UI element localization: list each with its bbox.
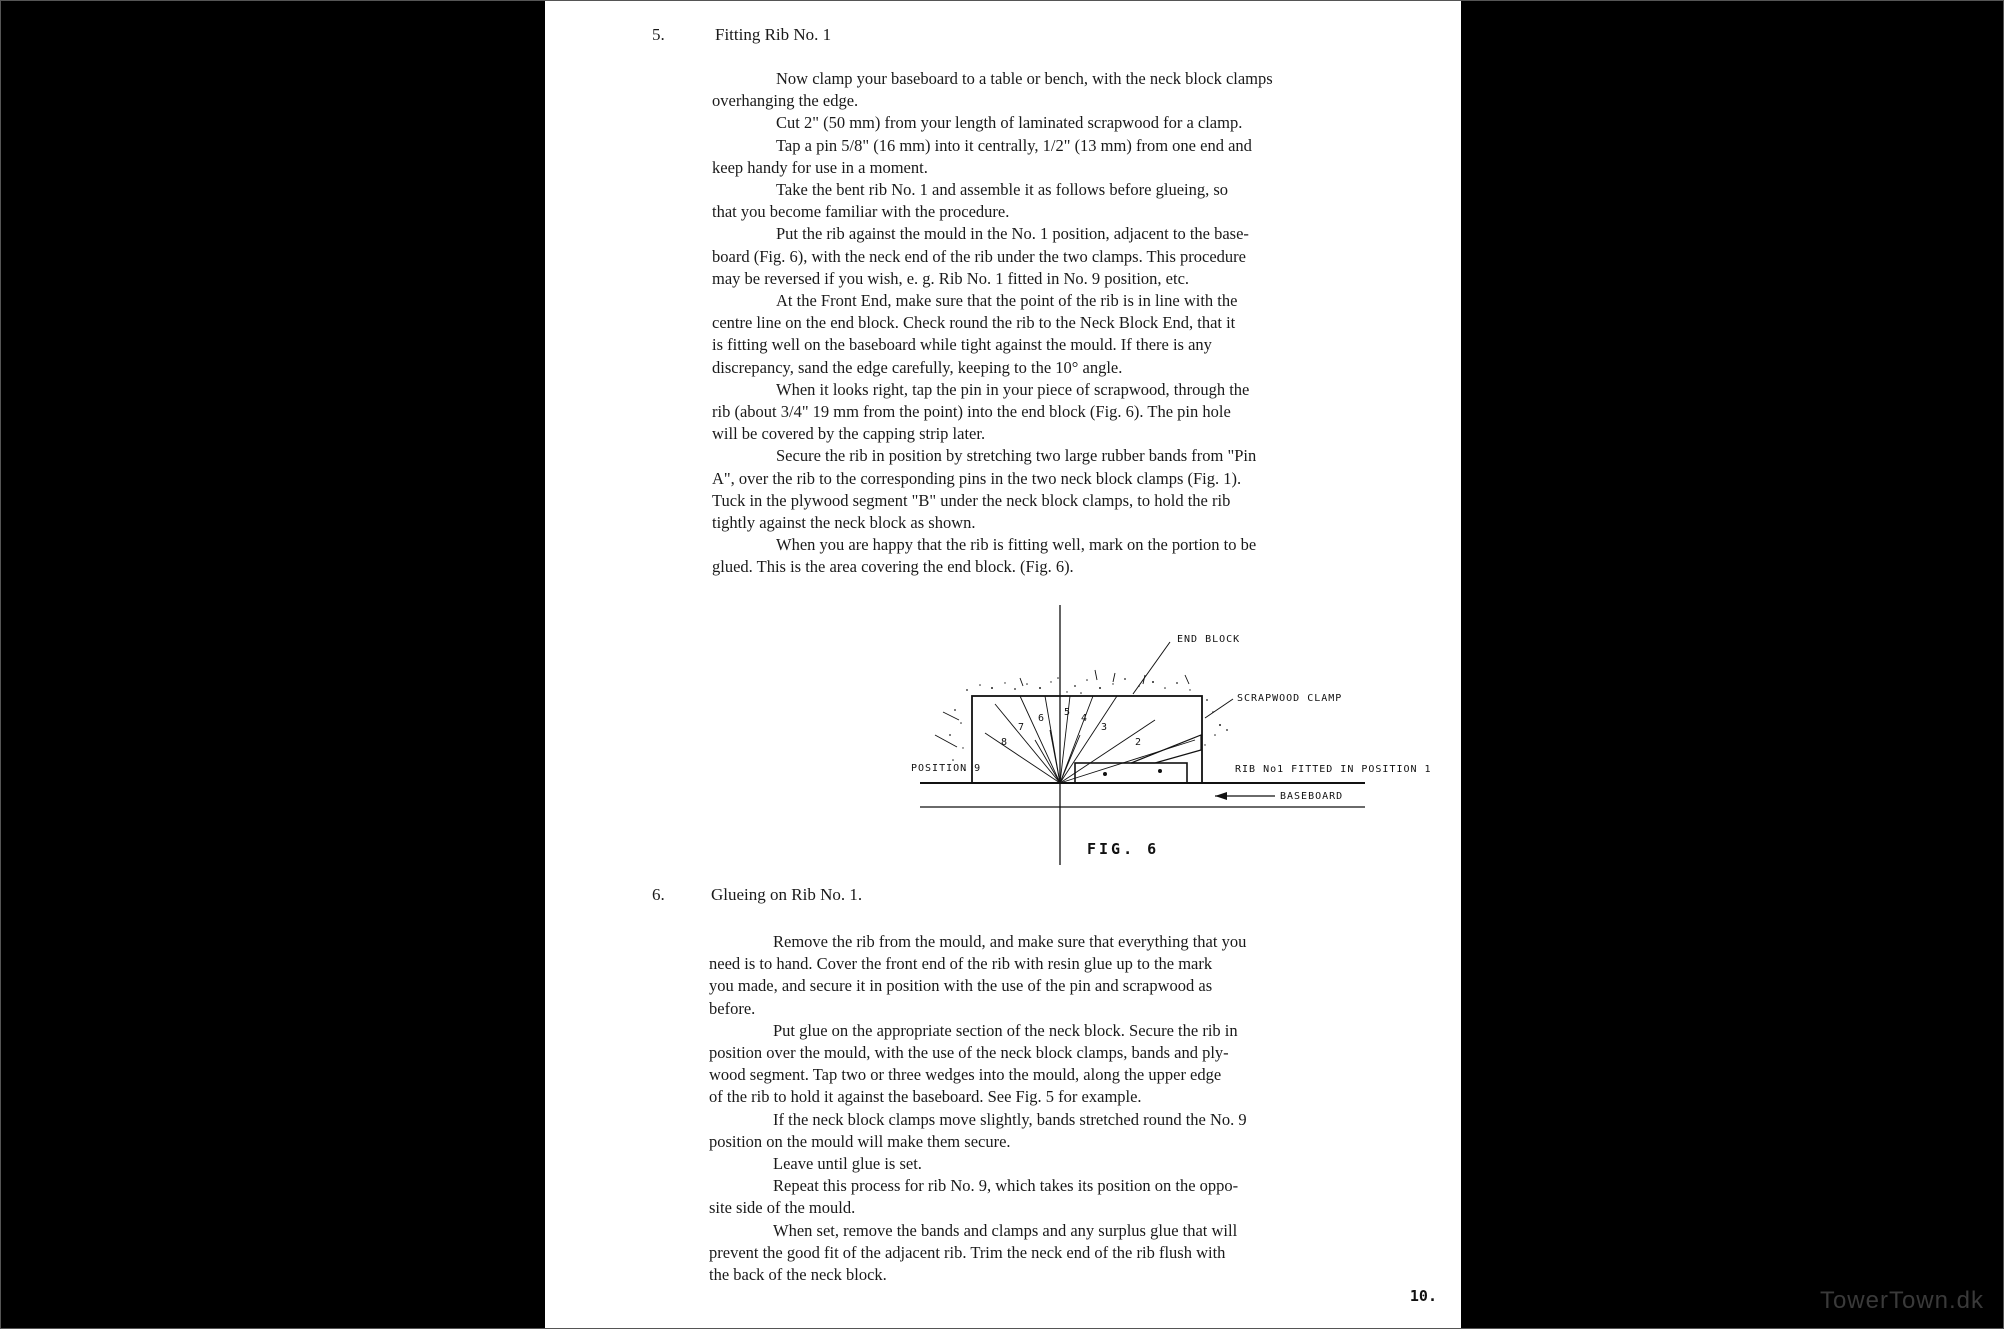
paragraph-line: position on the mould will make them secure.	[709, 1131, 1011, 1151]
paragraph-line: glued. This is the area covering the end block. (Fig. 6).	[712, 557, 1074, 577]
paragraph-line: keep handy for use in a moment.	[712, 157, 928, 177]
section-6-title: Glueing on Rib No. 1.	[711, 885, 863, 904]
paragraph-line: Put glue on the appropriate section of the neck block. Secure the rib in	[773, 1020, 1238, 1040]
paragraph-line: Put the rib against the mould in the No. 1 position, adjacent to the base-	[776, 224, 1249, 244]
paragraph-line: Remove the rib from the mould, and make sure that everything that you	[773, 932, 1247, 951]
paragraph-line: may be reversed if you wish, e. g. Rib No. 1 fitted in No. 9 position, etc.	[712, 268, 1190, 288]
paragraph-line: Cut 2" (50 mm) from your length of laminated scrapwood for a clamp.	[776, 113, 1243, 133]
paragraph-line: centre line on the end block. Check round the rib to the Neck Block End, that it	[712, 313, 1236, 333]
arrow-head-icon	[1215, 792, 1227, 800]
paragraph-line: the back of the neck block.	[709, 1265, 887, 1285]
section-5-title: Fitting Rib No. 1	[715, 25, 832, 44]
paragraph-line: is fitting well on the baseboard while tight against the mould. If there is any	[712, 335, 1212, 355]
scrapwood-clamp	[1131, 735, 1201, 763]
paragraph-line: wood segment. Tap two or three wedges into the mould, along the upper edge	[709, 1065, 1222, 1085]
label-end-block: END BLOCK	[1177, 634, 1241, 645]
paragraph-line: When it looks right, tap the pin in your piece of scrapwood, through the	[776, 379, 1250, 399]
paragraph-line: A", over the rib to the corresponding pins in the two neck block clamps (Fig. 1).	[712, 468, 1242, 488]
speckle-texture	[949, 677, 1228, 771]
segment-number: 4	[1081, 713, 1088, 724]
figure-6	[855, 600, 1455, 870]
paragraph-line: need is to hand. Cover the front end of the rib with resin glue up to the mark	[709, 954, 1213, 974]
paragraph-line: Now clamp your baseboard to a table or bench, with the neck block clamps	[776, 69, 1273, 88]
watermark: TowerTown.dk	[1819, 1287, 1984, 1314]
section-6-number: 6.	[652, 885, 665, 904]
paragraph-line: site side of the mould.	[709, 1198, 856, 1218]
document-page	[545, 0, 1461, 1329]
segment-number: 8	[1001, 737, 1008, 748]
section-5-number: 5.	[652, 25, 665, 44]
label-scrapwood-clamp: SCRAPWOOD CLAMP	[1237, 693, 1343, 704]
paragraph-line: of the rib to hold it against the baseboard. See Fig. 5 for example.	[709, 1087, 1142, 1107]
label-baseboard: BASEBOARD	[1280, 791, 1344, 802]
section-5-body	[712, 68, 1273, 579]
paragraph-line: you made, and secure it in position with the use of the pin and scrapwood as	[709, 976, 1213, 996]
paragraph-line: position over the mould, with the use of the neck block clamps, bands and ply-	[709, 1043, 1229, 1063]
paragraph-line: will be covered by the capping strip later.	[712, 424, 986, 444]
leader-scrapwood	[1205, 699, 1233, 718]
paragraph-line: that you become familiar with the procedure.	[712, 202, 1010, 222]
paragraph-line: When you are happy that the rib is fitting well, mark on the portion to be	[776, 535, 1257, 555]
paragraph-line: tightly against the neck block as shown.	[712, 513, 976, 533]
figure-6-diagram	[855, 600, 1455, 870]
section-6-body	[709, 931, 1247, 1286]
segment-number: 3	[1101, 722, 1108, 733]
paragraph-line: When set, remove the bands and clamps and any surplus glue that will	[773, 1220, 1238, 1240]
paragraph-line: Secure the rib in position by stretching two large rubber bands from "Pin	[776, 446, 1257, 466]
pin-dot	[1103, 772, 1107, 776]
paragraph-line: At the Front End, make sure that the point of the rib is in line with the	[776, 291, 1238, 311]
label-position-9: POSITION 9	[911, 763, 982, 774]
paragraph-line: prevent the good fit of the adjacent rib. Trim the neck end of the rib flush with	[709, 1242, 1226, 1262]
page-number: 10.	[1409, 1287, 1437, 1305]
segment-number: 5	[1064, 707, 1071, 718]
paragraph-line: overhanging the edge.	[712, 91, 859, 111]
paragraph-line: Tap a pin 5/8" (16 mm) into it centrally, 1/2" (13 mm) from one end and	[776, 135, 1252, 155]
paragraph-line: Repeat this process for rib No. 9, which takes its position on the oppo-	[773, 1176, 1239, 1196]
paragraph-line: rib (about 3/4" 19 mm from the point) into the end block (Fig. 6). The pin hole	[712, 402, 1231, 422]
segment-number: 2	[1135, 737, 1142, 748]
paragraph-line: Leave until glue is set.	[773, 1154, 922, 1174]
texture-ticks	[935, 670, 1189, 747]
label-rib-fitted: RIB No1 FITTED IN POSITION 1	[1235, 764, 1432, 775]
paragraph-line: discrepancy, sand the edge carefully, keeping to the 10° angle.	[712, 357, 1123, 377]
segment-number: 7	[1018, 722, 1025, 733]
paragraph-line: board (Fig. 6), with the neck end of the rib under the two clamps. This procedure	[712, 246, 1246, 266]
segment-lines	[985, 696, 1195, 783]
pin-dot	[1158, 769, 1162, 773]
leader-end-block	[1133, 642, 1170, 694]
paragraph-line: before.	[709, 998, 756, 1018]
segment-number: 6	[1038, 713, 1045, 724]
paragraph-line: Tuck in the plywood segment "B" under the neck block clamps, to hold the rib	[712, 490, 1231, 510]
figure-caption: FIG. 6	[1087, 840, 1160, 858]
paragraph-line: Take the bent rib No. 1 and assemble it as follows before glueing, so	[776, 180, 1229, 200]
paragraph-line: If the neck block clamps move slightly, bands stretched round the No. 9	[773, 1109, 1247, 1129]
